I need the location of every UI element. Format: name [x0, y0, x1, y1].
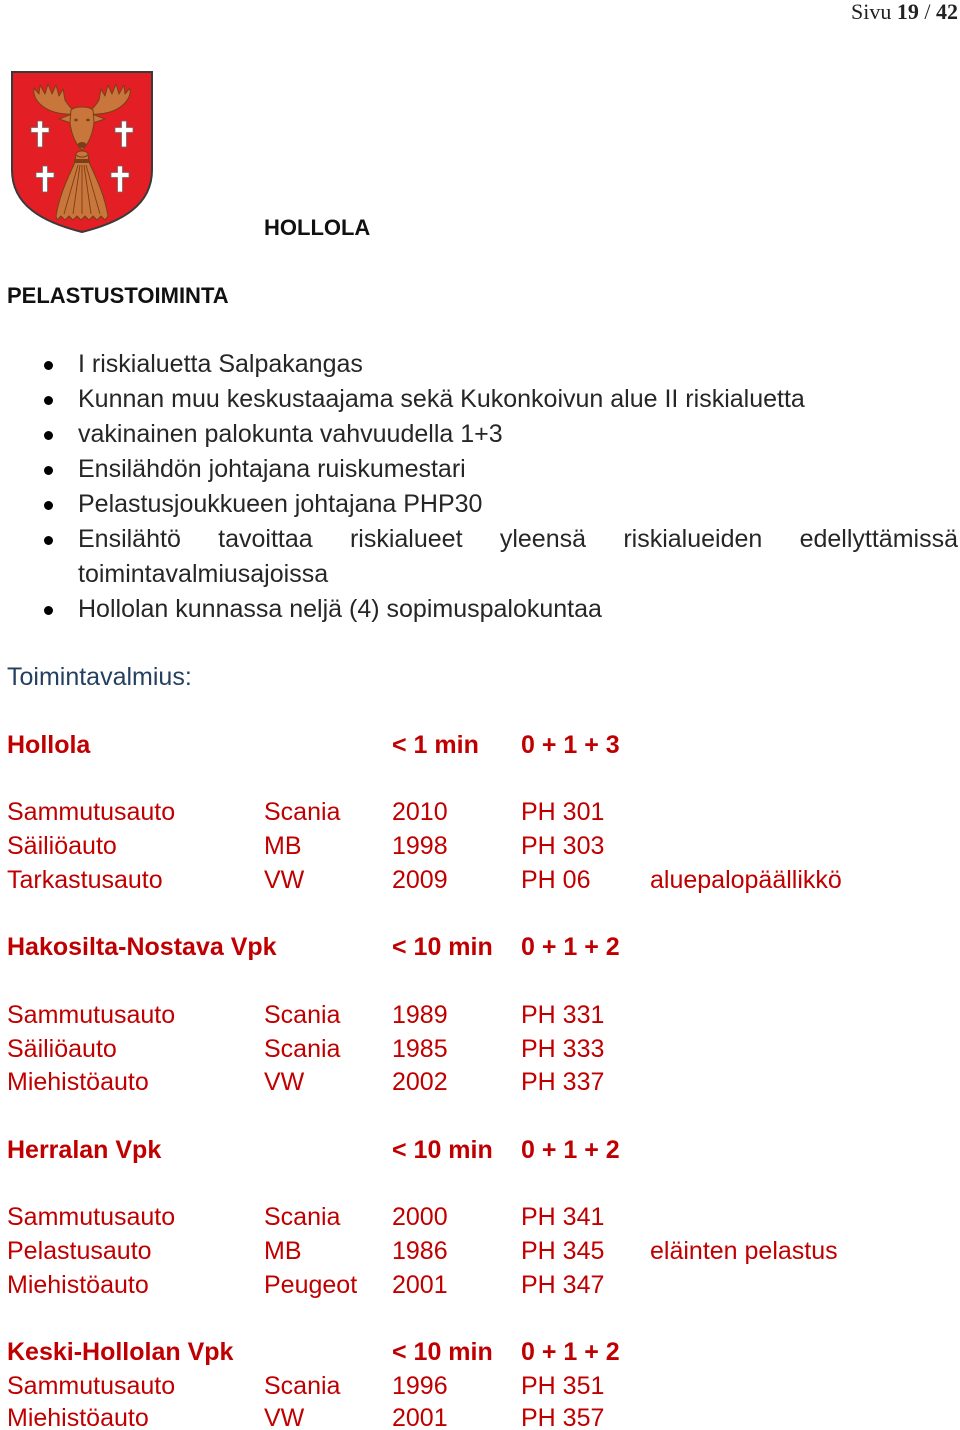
vehicle-type: Säiliöauto — [7, 1035, 117, 1063]
station-header — [0, 733, 958, 757]
vehicle-type: Miehistöauto — [7, 1404, 149, 1430]
response-time: < 10 min — [392, 1136, 493, 1164]
vehicle-row — [0, 1205, 958, 1229]
section-heading: PELASTUSTOIMINTA — [7, 283, 229, 308]
page-title: HOLLOLA — [264, 215, 371, 240]
list-item-text: Ensilähdön johtajana ruiskumestari — [78, 455, 466, 483]
list-item — [0, 592, 958, 627]
bullet-icon — [44, 501, 53, 510]
call-sign: PH 337 — [521, 1068, 605, 1096]
list-item-text: Pelastusjoukkueen johtajana PHP30 — [78, 490, 483, 518]
vehicle-row — [0, 1406, 958, 1430]
vehicle-type: Miehistöauto — [7, 1068, 149, 1096]
bundle-knot — [76, 151, 88, 157]
moose-eye-left — [74, 119, 78, 122]
vehicle-type: Tarkastusauto — [7, 866, 163, 894]
vehicle-type: Säiliöauto — [7, 832, 117, 860]
vehicle-year: 1986 — [392, 1237, 448, 1265]
vehicle-year: 1998 — [392, 832, 448, 860]
moose-muzzle — [78, 142, 87, 148]
vehicle-row — [0, 1003, 958, 1027]
list-item-text: vakinainen palokunta vahvuudella 1+3 — [78, 420, 503, 448]
bullet-icon — [44, 606, 53, 615]
moose-eye-right — [86, 119, 90, 122]
list-item-text: Kunnan muu keskustaajama sekä Kukonkoivun alue II riskialuetta — [78, 385, 805, 413]
page-number — [851, 0, 958, 24]
vehicle-make: Scania — [264, 1372, 341, 1400]
vehicle-row — [0, 1273, 958, 1297]
bullet-icon — [44, 361, 53, 370]
bullet-icon — [44, 431, 53, 440]
bundle-band — [74, 159, 90, 163]
vehicle-note: eläinten pelastus — [650, 1237, 838, 1265]
vehicle-make: MB — [264, 1237, 302, 1265]
readiness-heading: Toimintavalmius: — [7, 663, 192, 691]
station-header — [0, 935, 958, 959]
page-separator: / — [924, 0, 931, 24]
vehicle-type: Sammutusauto — [7, 798, 176, 826]
list-item-text: I riskialuetta Salpakangas — [78, 350, 363, 378]
vehicle-make: Scania — [264, 1035, 341, 1063]
station-name: Hollola — [7, 731, 91, 759]
station-name: Keski-Hollolan Vpk — [7, 1338, 234, 1366]
crew-strength: 0 + 1 + 2 — [521, 1338, 620, 1366]
list-item — [0, 347, 958, 382]
vehicle-row — [0, 868, 958, 892]
vehicle-type: Sammutusauto — [7, 1001, 176, 1029]
coat-of-arms-graphic — [10, 70, 154, 234]
current-page: 19 — [896, 0, 919, 24]
vehicle-year: 1989 — [392, 1001, 448, 1029]
vehicle-make: VW — [264, 1404, 305, 1430]
call-sign: PH 345 — [521, 1237, 605, 1265]
list-item-text: Ensilähtö tavoittaa riskialueet yleensä riskialueiden edellyttämissä toimintavalmiusajoissa — [78, 525, 958, 588]
bullet-icon — [44, 396, 53, 405]
crew-strength: 0 + 1 + 2 — [521, 933, 620, 961]
vehicle-year: 2002 — [392, 1068, 448, 1096]
vehicle-year: 1996 — [392, 1372, 448, 1400]
vehicle-make: Scania — [264, 798, 341, 826]
vehicle-make: Peugeot — [264, 1271, 358, 1299]
call-sign: PH 333 — [521, 1035, 605, 1063]
call-sign: PH 331 — [521, 1001, 605, 1029]
vehicle-make: Scania — [264, 1001, 341, 1029]
vehicle-note: aluepalopäällikkö — [650, 866, 842, 894]
bullet-icon — [44, 466, 53, 475]
page-label: Sivu — [851, 0, 892, 24]
call-sign: PH 351 — [521, 1372, 605, 1400]
vehicle-row — [0, 1374, 958, 1398]
response-time: < 1 min — [392, 731, 479, 759]
station-name: Herralan Vpk — [7, 1136, 162, 1164]
vehicle-row — [0, 1070, 958, 1094]
vehicle-row — [0, 834, 958, 858]
list-item — [0, 417, 958, 452]
vehicle-row — [0, 800, 958, 824]
crew-strength: 0 + 1 + 2 — [521, 1136, 620, 1164]
bullet-list — [0, 347, 958, 627]
list-item-text: Hollolan kunnassa neljä (4) sopimuspalokuntaa — [78, 595, 602, 623]
response-time: < 10 min — [392, 933, 493, 961]
vehicle-type: Pelastusauto — [7, 1237, 152, 1265]
list-item — [0, 452, 958, 487]
call-sign: PH 341 — [521, 1203, 605, 1231]
vehicle-year: 2001 — [392, 1404, 448, 1430]
coat-of-arms — [10, 70, 154, 234]
vehicle-row — [0, 1037, 958, 1061]
vehicle-make: MB — [264, 832, 302, 860]
vehicle-make: Scania — [264, 1203, 341, 1231]
vehicle-year: 2010 — [392, 798, 448, 826]
vehicle-make: VW — [264, 1068, 305, 1096]
vehicle-make: VW — [264, 866, 305, 894]
vehicle-year: 2000 — [392, 1203, 448, 1231]
response-time: < 10 min — [392, 1338, 493, 1366]
vehicle-year: 2001 — [392, 1271, 448, 1299]
call-sign: PH 301 — [521, 798, 605, 826]
station-header — [0, 1340, 958, 1364]
vehicle-type: Miehistöauto — [7, 1271, 149, 1299]
list-item — [0, 487, 958, 522]
vehicle-type: Sammutusauto — [7, 1372, 176, 1400]
list-item — [0, 382, 958, 417]
station-name: Hakosilta-Nostava Vpk — [7, 933, 277, 961]
station-header — [0, 1138, 958, 1162]
call-sign: PH 347 — [521, 1271, 605, 1299]
list-item — [0, 522, 958, 592]
vehicle-year: 1985 — [392, 1035, 448, 1063]
call-sign: PH 06 — [521, 866, 591, 894]
crew-strength: 0 + 1 + 3 — [521, 731, 620, 759]
bullet-icon — [44, 536, 53, 545]
vehicle-type: Sammutusauto — [7, 1203, 176, 1231]
total-pages: 42 — [936, 0, 958, 24]
vehicle-row — [0, 1239, 958, 1263]
call-sign: PH 357 — [521, 1404, 605, 1430]
call-sign: PH 303 — [521, 832, 605, 860]
vehicle-year: 2009 — [392, 866, 448, 894]
readiness-heading-row — [0, 665, 958, 689]
